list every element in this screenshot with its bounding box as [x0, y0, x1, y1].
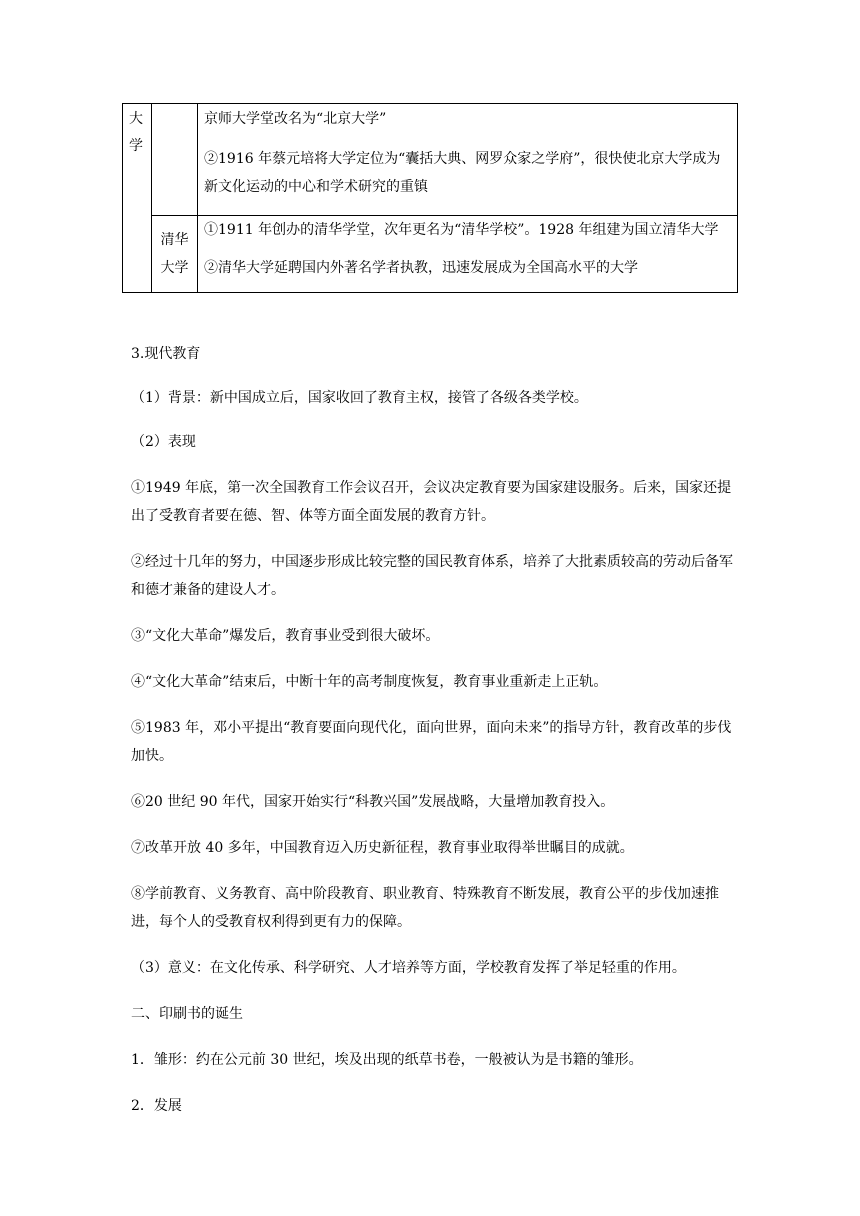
- category-cell: [123, 104, 152, 293]
- section-heading: 二、印刷书的诞生: [131, 1006, 243, 1022]
- cell-line: 京师大学堂改名为“北京大学”: [204, 111, 387, 127]
- paragraph: ①1949 年底，第一次全国教育工作会议召开，会议决定教育要为国家建设服务。后来，国家还提出了受教育者要在德、智、体等方面全面发展的教育方针。: [131, 480, 732, 524]
- paragraph: （3）意义：在文化传承、科学研究、人才培养等方面，学校教育发挥了举足轻重的作用。: [131, 960, 686, 976]
- section-heading: 3.现代教育: [131, 346, 201, 362]
- paragraph: ④“文化大革命”结束后，中断十年的高考制度恢复，教育事业重新走上正轨。: [131, 674, 608, 690]
- name-cell: [152, 216, 198, 293]
- table-row: [123, 104, 738, 216]
- paragraph: （1）背景：新中国成立后，国家收回了教育主权，接管了各级各类学校。: [131, 390, 588, 406]
- paragraph: ⑥20 世纪 90 年代，国家开始实行“科教兴国”发展战略，大量增加教育投入。: [131, 794, 615, 810]
- paragraph: 2．发展: [131, 1098, 182, 1114]
- university-name: 清华大学: [160, 232, 189, 276]
- cell-line: ①1911 年创办的清华学堂，次年更名为“清华学校”。1928 年组建为国立清华大学: [204, 222, 719, 238]
- content-cell: [198, 104, 738, 216]
- empty-name-cell: [152, 104, 198, 216]
- paragraph: ⑤1983 年，邓小平提出“教育要面向现代化，面向世界，面向未来”的指导方针，教育改革的步伐加快。: [131, 720, 732, 764]
- university-table: [122, 103, 738, 293]
- paragraph: ③“文化大革命”爆发后，教育事业受到很大破坏。: [131, 628, 440, 644]
- category-label: 大学: [129, 111, 143, 154]
- cell-line: ②清华大学延聘国内外著名学者执教，迅速发展成为全国高水平的大学: [204, 260, 638, 276]
- paragraph: （2）表现: [131, 434, 196, 450]
- content-cell: [198, 216, 738, 293]
- paragraph: ②经过十几年的努力，中国逐步形成比较完整的国民教育体系，培养了大批素质较高的劳动后备军和德才兼备的建设人才。: [131, 554, 733, 598]
- table-row: [123, 216, 738, 293]
- paragraph: ⑧学前教育、义务教育、高中阶段教育、职业教育、特殊教育不断发展，教育公平的步伐加速推进，每个人的受教育权利得到更有力的保障。: [131, 886, 719, 930]
- paragraph: ⑦改革开放 40 多年，中国教育迈入历史新征程，教育事业取得举世瞩目的成就。: [131, 840, 634, 856]
- document-body: [131, 340, 741, 1120]
- cell-line: ②1916 年蔡元培将大学定位为“囊括大典、网罗众家之学府”，很快使北京大学成为新文化运动的中心和学术研究的重镇: [204, 151, 721, 195]
- paragraph: 1．雏形：约在公元前 30 世纪，埃及出现的纸草书卷，一般被认为是书籍的雏形。: [131, 1052, 643, 1068]
